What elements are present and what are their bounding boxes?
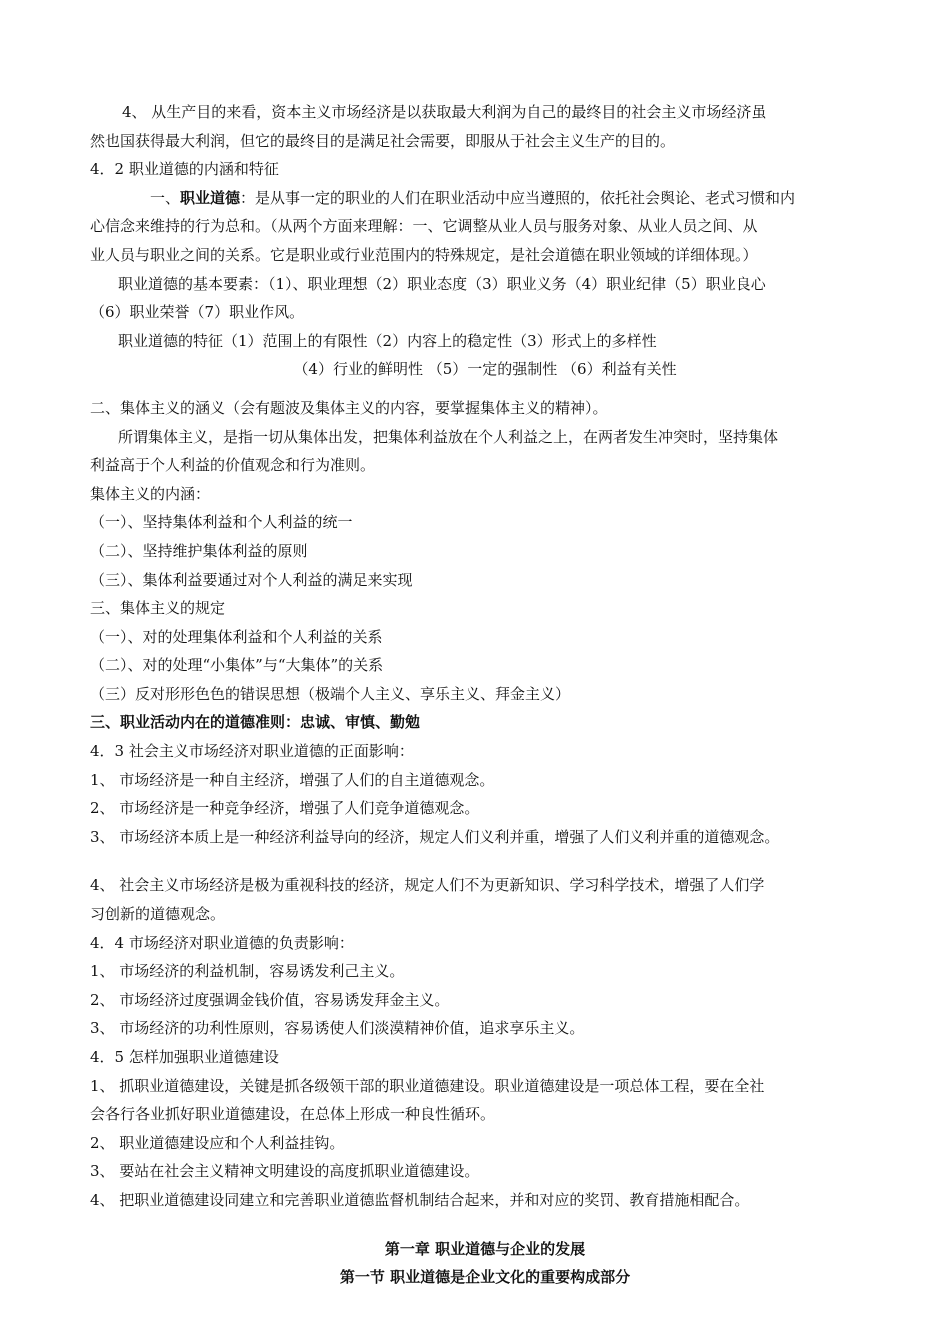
list-item: 2、 市场经济是一种竞争经济，增强了人们竞争道德观念。 bbox=[90, 799, 480, 818]
definition-prefix: 一、 bbox=[150, 188, 181, 207]
list-item: 4、 社会主义市场经济是极为重视科技的经济，规定人们不为更新知识、学习科学技术，增强了人们学 bbox=[90, 876, 765, 895]
list-item: 3、 市场经济的功利性原则，容易诱使人们淡漠精神价值，追求享乐主义。 bbox=[90, 1019, 585, 1038]
subheading: 集体主义的内涵： bbox=[90, 484, 211, 503]
definition-term: 职业道德 bbox=[180, 188, 241, 207]
definition-line bbox=[90, 184, 880, 213]
paragraph-line: 职业道德的基本要素：（1）、职业理想（2）职业态度（3）职业义务（4）职业纪律（5）职业良心 bbox=[118, 274, 766, 293]
list-item: 2、 职业道德建设应和个人利益挂钩。 bbox=[90, 1133, 345, 1152]
paragraph-line: 心信念来维持的行为总和。（从两个方面来理解：一、它调整从业人员与服务对象、从业人员之间、从 bbox=[90, 217, 758, 236]
list-item: （三）、集体利益要通过对个人利益的满足来实现 bbox=[90, 570, 413, 589]
list-item: （一）、坚持集体利益和个人利益的统一 bbox=[90, 513, 353, 532]
paragraph-line: 职业道德的特征（1）范围上的有限性（2）内容上的稳定性（3）形式上的多样性 bbox=[118, 331, 657, 350]
paragraph-line: 业人员与职业之间的关系。它是职业或行业范围内的特殊规定，是社会道德在职业领域的详细体现。） bbox=[90, 245, 758, 264]
section-heading: 4．2 职业道德的内涵和特征 bbox=[90, 160, 279, 179]
paragraph-line: 然也国获得最大利润，但它的最终目的是满足社会需要，即服从于社会主义生产的目的。 bbox=[90, 131, 676, 150]
list-item: 1、 市场经济是一种自主经济，增强了人们的自主道德观念。 bbox=[90, 770, 495, 789]
list-item: （三）反对形形色色的错误思想（极端个人主义、享乐主义、拜金主义） bbox=[90, 684, 571, 703]
list-item: （一）、对的处理集体利益和个人利益的关系 bbox=[90, 627, 383, 646]
section-heading-bold: 三、职业活动内在的道德准则：忠诚、审慎、勤勉 bbox=[90, 713, 421, 732]
list-item: 4、 把职业道德建设同建立和完善职业道德监督机制结合起来，并和对应的奖罚、教育措施相配合。 bbox=[90, 1190, 750, 1209]
section-heading: 4．3 社会主义市场经济对职业道德的正面影响： bbox=[90, 742, 414, 761]
paragraph-line: 会各行各业抓好职业道德建设，在总体上形成一种良性循环。 bbox=[90, 1105, 496, 1124]
chapter-title: 第一章 职业道德与企业的发展 bbox=[384, 1239, 586, 1258]
paragraph-line: 利益高于个人利益的价值观念和行为准则。 bbox=[90, 456, 376, 475]
list-item: 1、 市场经济的利益机制，容易诱发利己主义。 bbox=[90, 962, 405, 981]
section-heading: 三、集体主义的规定 bbox=[90, 599, 226, 618]
list-item: 3、 市场经济本质上是一种经济利益导向的经济，规定人们义利并重，增强了人们义利并重的道德观念。 bbox=[90, 827, 780, 846]
list-item: （二）、对的处理“小集体”与“大集体”的关系 bbox=[90, 656, 384, 675]
section-title: 第一节 职业道德是企业文化的重要构成部分 bbox=[339, 1268, 631, 1287]
spacer bbox=[90, 851, 880, 871]
paragraph-line: 习创新的道德观念。 bbox=[90, 905, 226, 924]
list-item: 1、 抓职业道德建设，关键是抓各级领干部的职业道德建设。职业道德建设是一项总体工程，要在全社 bbox=[90, 1076, 765, 1095]
paragraph-line: （6）职业荣誉（7）职业作风。 bbox=[90, 303, 305, 322]
list-item: 2、 市场经济过度强调金钱价值，容易诱发拜金主义。 bbox=[90, 990, 450, 1009]
list-item: （二）、坚持维护集体利益的原则 bbox=[90, 541, 308, 560]
paragraph-line: （4）行业的鲜明性 （5）一定的强制性 （6）利益有关性 bbox=[293, 360, 677, 379]
spacer bbox=[90, 1215, 880, 1235]
section-heading: 4．5 怎样加强职业道德建设 bbox=[90, 1048, 279, 1066]
definition-text: ：是从事一定的职业的人们在职业活动中应当遵照的，依托社会舆论、老式习惯和内 bbox=[240, 188, 796, 207]
paragraph-line: 所谓集体主义，是指一切从集体出发，把集体利益放在个人利益之上，在两者发生冲突时，坚持集体 bbox=[118, 427, 779, 446]
section-heading: 4．4 市场经济对职业道德的负责影响： bbox=[90, 933, 354, 952]
section-heading: 二、集体主义的涵义（会有题波及集体主义的内容，要掌握集体主义的精神）。 bbox=[90, 398, 608, 417]
document-page bbox=[90, 98, 880, 1292]
paragraph-line: 4、 从生产目的来看，资本主义市场经济是以获取最大利润为自己的最终目的社会主义市场经济虽 bbox=[122, 103, 767, 121]
list-item: 3、 要站在社会主义精神文明建设的高度抓职业道德建设。 bbox=[90, 1162, 480, 1181]
spacer bbox=[90, 384, 880, 394]
